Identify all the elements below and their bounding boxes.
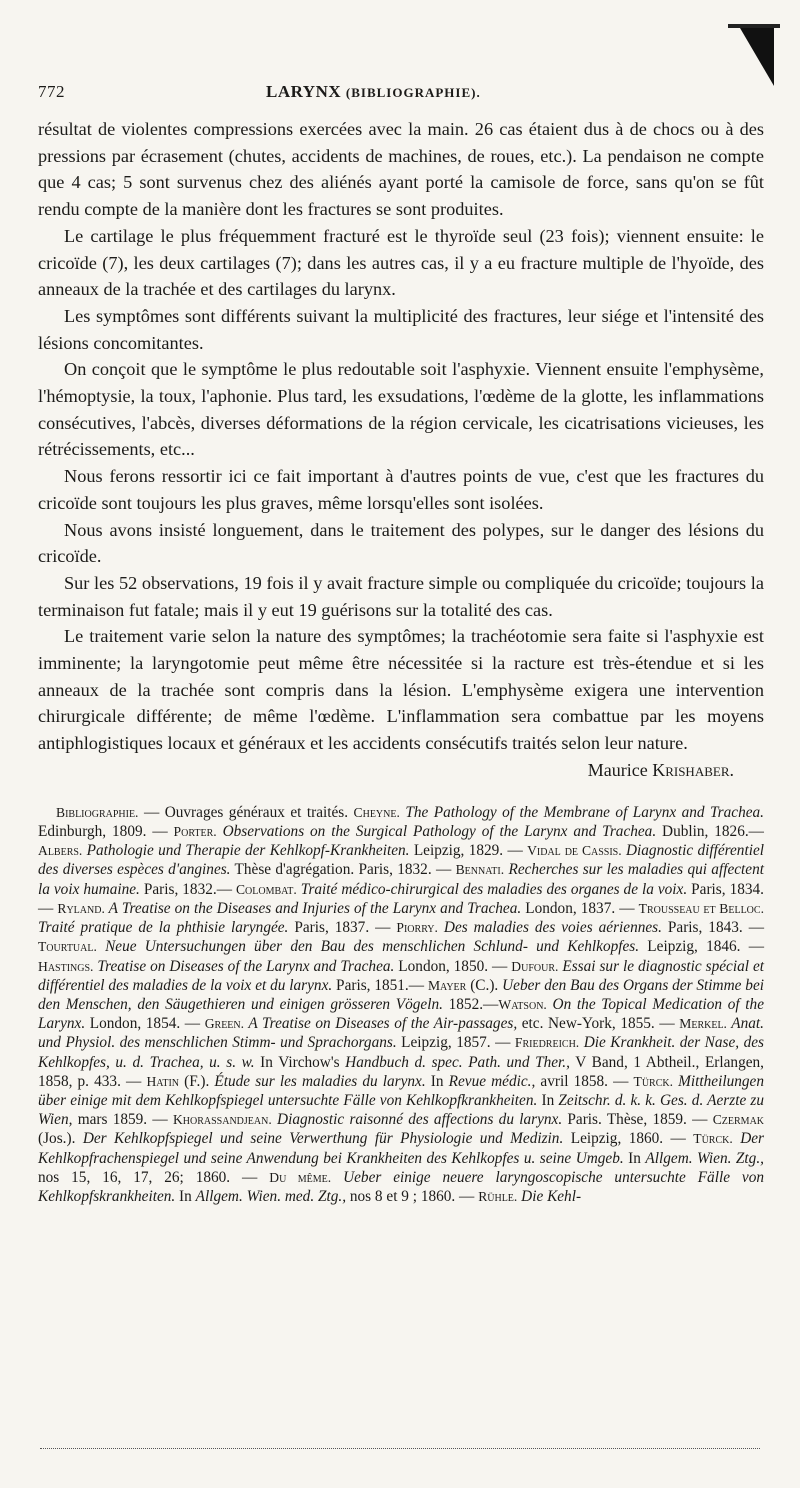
paragraph: résultat de violentes compressions exercées avec la main. 26 cas étaient dus à de chocs ou à des pressions par écrasement (chutes, accidents de machines, de roues, etc.). La pendaison ne compte que 4 cas; 5 sont survenus chez des aliénés ayant porté la camisole de force, sans qu'on se fût rendu compte de la manière dont les fractures se sont produites. bbox=[38, 119, 764, 220]
bibliography-text: In Virchow's bbox=[254, 1053, 346, 1071]
bibliography-author: Rühle. bbox=[478, 1188, 518, 1204]
running-head bbox=[38, 82, 764, 116]
bibliography-title: Die Krankheit. der Nase, des Kehlkopfes, u. d. Trachea, u. s. w. bbox=[38, 1034, 764, 1071]
bibliography-text: — Ouvrages généraux et traités. bbox=[138, 803, 354, 821]
bibliography-text: nos 15, 16, 17, 26; 1860. — bbox=[38, 1168, 270, 1186]
page-title-main: LARYNX bbox=[266, 82, 342, 101]
paragraph: Le traitement varie selon la nature des symptômes; la trachéotomie sera faite si l'asphyxie est imminente; la laryngotomie peut même être nécessitée si la racture est très-étendue et si les anneaux de la trachée sont compris dans la lésion. L'emphysème exigera une intervention chirurgicale différente; de même l'œdème. L'inflammation sera combattue par les moyens antiphlogistiques locaux et généraux et les accidents consécutifs traités selon leur nature. bbox=[38, 626, 764, 754]
bibliography-text: In bbox=[537, 1091, 559, 1109]
bibliography-title: Recherches sur les maladies qui affectent la voix humaine. bbox=[38, 861, 764, 898]
bibliography-text: Leipzig, 1846. — bbox=[639, 938, 764, 956]
bibliography-title: Pathologie und Therapie der Kehlkopf-Krankheiten. bbox=[82, 842, 410, 860]
bibliography-author: Friedreich. bbox=[514, 1035, 580, 1051]
bibliography-text: Edinburgh, 1809. — bbox=[38, 823, 174, 841]
bibliography-author: Türck. bbox=[693, 1131, 733, 1147]
bibliography-author: Bibliographie. bbox=[56, 804, 139, 820]
bibliography-text: avril 1858. — bbox=[535, 1072, 634, 1090]
body-text bbox=[38, 116, 764, 757]
bibliography-title: Ueber einige neuere laryngoscopische untersuchte Fälle von Kehlkopfskrankheiten. bbox=[38, 1168, 764, 1205]
bibliography-text: Leipzig, 1829. — bbox=[409, 842, 528, 860]
bibliography-text: Paris, 1834. — bbox=[38, 880, 764, 917]
bibliography-title: Allgem. Wien. Ztg., bbox=[645, 1149, 764, 1167]
bibliography-title: Ueber den Bau des Organs der Stimme bei den Menschen, den Säugethieren und einigen grösseren Vögeln. bbox=[38, 976, 764, 1013]
bibliography-author: Vidal de Cassis. bbox=[527, 843, 622, 859]
bibliography-author: Albers. bbox=[38, 843, 83, 859]
bibliography-title: Der Kehlkopfspiegel und seine Verwerthung für Physiologie und Medizin. bbox=[82, 1130, 564, 1148]
bibliography-author: Watson. bbox=[498, 996, 547, 1012]
bibliography-author: Trousseau et Belloc. bbox=[638, 900, 764, 916]
bibliography-author: Colombat. bbox=[235, 881, 297, 897]
bibliography-title: A Treatise on Diseases of the Air-passages, bbox=[244, 1015, 518, 1033]
bibliography-text: (F.). bbox=[179, 1072, 215, 1090]
bibliography-title: Neue Untersuchungen über den Bau des menschlichen Schlund- und Kehlkopfes. bbox=[96, 938, 640, 956]
paragraph: Nous avons insisté longuement, dans le traitement des polypes, sur le danger des lésions du cricoïde. bbox=[38, 519, 764, 567]
bibliography-text: Dublin, 1826.— bbox=[656, 823, 764, 841]
bibliography-title: Handbuch d. spec. Path. und Ther., bbox=[345, 1053, 570, 1071]
paragraph: Le cartilage le plus fréquemment fracturé est le thyroïde seul (23 fois); viennent ensuite: le cricoïde (7), les deux cartilages (7); dans les autres cas, il y a eu fracture multiple de l'hyoïde, des anneaux de la trachée et des cartilages du larynx. bbox=[38, 225, 764, 300]
bibliography-author: Hatin bbox=[146, 1073, 180, 1089]
bibliography-title: Treatise on Diseases of the Larynx and Trachea. bbox=[93, 957, 395, 975]
bibliography-title: A Treatise on the Diseases and Injuries of the Larynx and Trachea. bbox=[104, 899, 522, 917]
bibliography-title: Die Kehl- bbox=[517, 1187, 582, 1205]
bibliography-text: 1852.— bbox=[442, 995, 499, 1013]
bibliography-text: (Jos.). bbox=[38, 1130, 83, 1148]
bibliography-author: Ryland. bbox=[57, 900, 105, 916]
bibliography-title: Mittheilungen über einige mit dem Kehlkopfspiegel untersuchte Fälle von Kehlkopfkrankheiten. bbox=[38, 1072, 764, 1109]
bibliography-title: Observations on the Surgical Pathology of the Larynx and Trachea. bbox=[216, 823, 657, 841]
footer-dotted-rule bbox=[40, 1448, 760, 1449]
paragraph: On conçoit que le symptôme le plus redoutable soit l'asphyxie. Viennent ensuite l'emphysème, l'hémoptysie, la toux, l'aphonie. Plus tard, les exsudations, l'œdème de la glotte, les inflammations consécutives, l'abcès, diverses déformations de la région cervicale, les cicatrisations vicieuses, les rétrécissements, etc... bbox=[38, 359, 764, 460]
bibliography-title: On the Topical Medication of the Larynx. bbox=[38, 995, 764, 1033]
bibliography-author: Porter. bbox=[173, 824, 217, 840]
bibliography-title: Traité pratique de la phthisie laryngée. bbox=[38, 919, 289, 937]
author-last-name: Krishaber. bbox=[652, 759, 734, 780]
bibliography-title: Zeitschr. d. k. k. Ges. d. Aerzte zu Wien, bbox=[38, 1091, 764, 1129]
author-signature bbox=[38, 757, 764, 783]
bibliography-title: Diagnostic raisonné des affections du larynx. bbox=[271, 1111, 563, 1129]
bibliography-text: London, 1850. — bbox=[394, 957, 512, 975]
bibliography-title: Des maladies des voies aériennes. bbox=[437, 919, 662, 937]
bibliography-text: nos 8 et 9 ; 1860. — bbox=[346, 1187, 479, 1205]
bibliography-text: Paris. Thèse, 1859. — bbox=[562, 1111, 713, 1129]
bibliography-title: Traité médico-chirurgical des maladies des organes de la voix. bbox=[296, 880, 688, 898]
author-first-name: Maurice bbox=[587, 759, 648, 780]
bibliography-text: Leipzig, 1857. — bbox=[396, 1034, 515, 1052]
bibliography-title: Étude sur les maladies du larynx. bbox=[214, 1072, 426, 1090]
bibliography-author: Cheyne. bbox=[353, 804, 400, 820]
paragraph: Sur les 52 observations, 19 fois il y avait fracture simple ou compliquée du cricoïde; toujours la terminaison fut fatale; mais il y eut 19 guérisons sur la totalité des cas. bbox=[38, 572, 764, 620]
page-title bbox=[238, 82, 764, 102]
page-title-sub: (BIBLIOGRAPHIE). bbox=[345, 85, 481, 100]
bibliography-author: Khorassandjean. bbox=[172, 1112, 272, 1128]
bibliography-title: Revue médic., bbox=[448, 1072, 536, 1090]
bibliography-text: Leipzig, 1860. — bbox=[563, 1130, 694, 1148]
bibliography-text: In bbox=[623, 1149, 646, 1167]
corner-scan-mark bbox=[740, 28, 774, 86]
bibliography-text: mars 1859. — bbox=[72, 1111, 173, 1129]
bibliography-text: (C.). bbox=[466, 976, 503, 994]
bibliography-text: London, 1837. — bbox=[521, 899, 639, 917]
bibliography-author: Piorry. bbox=[396, 920, 438, 936]
bibliography-text: In bbox=[175, 1187, 196, 1205]
bibliography-text: In bbox=[425, 1072, 449, 1090]
bibliography-text: etc. New-York, 1855. — bbox=[517, 1015, 680, 1033]
bibliography-title: Diagnostic différentiel des diverses espèces d'angines. bbox=[38, 842, 764, 879]
bibliography-text: V Band, 1 Abtheil., Erlangen, 1858, p. 433. — bbox=[38, 1053, 764, 1090]
bibliography-title: The Pathology of the Membrane of Larynx and Trachea. bbox=[399, 803, 764, 821]
bibliography bbox=[38, 803, 764, 1206]
page-number: 772 bbox=[38, 82, 65, 101]
paragraph: Les symptômes sont différents suivant la multiplicité des fractures, leur siége et l'intensité des lésions concomitantes. bbox=[38, 305, 764, 353]
bibliography-title: Anat. und Physiol. des menschlichen Stimm- und Sprachorgans. bbox=[38, 1015, 764, 1052]
paragraph: Nous ferons ressortir ici ce fait important à d'autres points de vue, c'est que les fractures du cricoïde sont toujours les plus graves, même lorsqu'elles sont isolées. bbox=[38, 466, 764, 513]
bibliography-title: Der Kehlkopfrachenspiegel und seine Anwendung bei Krankheiten des Kehlkopfes u. seine Umgeb. bbox=[38, 1130, 764, 1167]
bibliography-title: Allgem. Wien. med. Ztg., bbox=[195, 1187, 347, 1205]
bibliography-author: Du même. bbox=[269, 1169, 332, 1185]
bibliography-author: Hastings. bbox=[38, 958, 94, 974]
bibliography-author: Bennati. bbox=[455, 862, 505, 878]
bibliography-author: Czermak bbox=[712, 1112, 765, 1128]
bibliography-text: Paris, 1837. — bbox=[288, 919, 397, 937]
page bbox=[38, 82, 764, 1206]
bibliography-author: Tourtual. bbox=[38, 939, 97, 955]
bibliography-author: Dufour. bbox=[511, 958, 559, 974]
bibliography-author: Green. bbox=[204, 1016, 245, 1032]
bibliography-title: Essai sur le diagnostic spécial et différentiel des maladies de la voix et du larynx. bbox=[38, 957, 764, 994]
bibliography-text: London, 1854. — bbox=[85, 1015, 205, 1033]
bibliography-text: Paris, 1832.— bbox=[139, 880, 236, 898]
bibliography-author: Türck. bbox=[633, 1073, 674, 1089]
bibliography-author: Merkel. bbox=[679, 1016, 727, 1032]
bibliography-text: Thèse d'agrégation. Paris, 1832. — bbox=[230, 861, 456, 879]
bibliography-text: Paris, 1851.— bbox=[332, 976, 428, 994]
bibliography-author: Mayer bbox=[427, 977, 467, 993]
bibliography-text: Paris, 1843. — bbox=[661, 919, 764, 937]
